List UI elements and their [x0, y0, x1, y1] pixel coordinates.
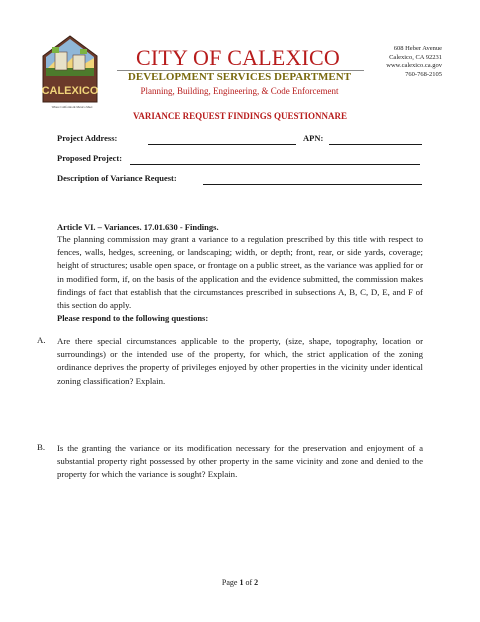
- questions-prompt: Please respond to the following questions:: [57, 313, 209, 323]
- city-logo: [40, 30, 100, 104]
- proposed-project-field[interactable]: [130, 164, 420, 165]
- address-phone: 760-768-2105: [405, 70, 442, 78]
- page-word: Page: [221, 578, 238, 587]
- question-b-text: Is the granting the variance or its modification necessary for the preservation and enjoyment of a substantial property right possessed by other property in the same vicinity and zone and denied to the property for which the variance is sought? Explain.: [57, 443, 423, 480]
- of-word: of: [245, 578, 253, 587]
- svg-text:CALEXICO: CALEXICO: [41, 85, 99, 97]
- address-street: 608 Heber Avenue: [393, 45, 442, 52]
- city-seal-icon: [40, 30, 100, 104]
- apn-label: APN:: [303, 133, 324, 143]
- department-divisions: Planning, Building, Engineering, & Code Enforcement: [140, 86, 339, 96]
- address-website[interactable]: www.calexico.ca.gov: [386, 62, 442, 69]
- page-current: 1: [239, 578, 244, 587]
- question-b-letter: B.: [37, 442, 46, 452]
- proposed-project-label: Proposed Project:: [57, 153, 123, 163]
- question-a-text: Are there special circumstances applicable to the property, (size, shape, topography, location or surroundings) or the intended use of the property, for which, the strict application of the zoning ordinance deprives the property of privileges enjoyed by other properties in the vicinity under identical zoning classification? Explain.: [57, 336, 423, 386]
- department-name: DEVELOPMENT SERVICES DEPARTMENT: [127, 71, 352, 83]
- article-heading: Article VI. – Variances. 17.01.630 - Findings.: [57, 222, 219, 232]
- contact-address: [386, 45, 442, 79]
- article-body: The planning commission may grant a variance to a regulation prescribed by this title with respect to fences, walls, hedges, screening, or landscaping; width, or depth; front, rear, or side yards, coverage; height of structures; usable open space, or frontage on a public street, as the variance was applied for or in modified form, if, on the basis of the application and the evidence submitted, the commission makes findings of fact that establish that the circumstances prescribed in subsections A, B, C, D, E, and F of this section do apply.: [57, 234, 423, 311]
- project-address-label: Project Address:: [57, 133, 118, 143]
- apn-field[interactable]: [329, 144, 422, 145]
- project-address-field[interactable]: [148, 144, 296, 145]
- question-a-letter: A.: [37, 335, 46, 345]
- form-title: VARIANCE REQUEST FINDINGS QUESTIONNARE: [133, 111, 347, 121]
- address-city: Calexico, CA 92231: [389, 53, 442, 61]
- page-footer: [0, 578, 480, 587]
- city-title: CITY OF CALEXICO: [135, 45, 341, 70]
- variance-description-label: Description of Variance Request:: [57, 173, 177, 183]
- variance-description-field[interactable]: [203, 184, 422, 185]
- logo-tagline: Where California & Mexico Meet: [51, 105, 93, 109]
- page-total: 2: [254, 578, 259, 587]
